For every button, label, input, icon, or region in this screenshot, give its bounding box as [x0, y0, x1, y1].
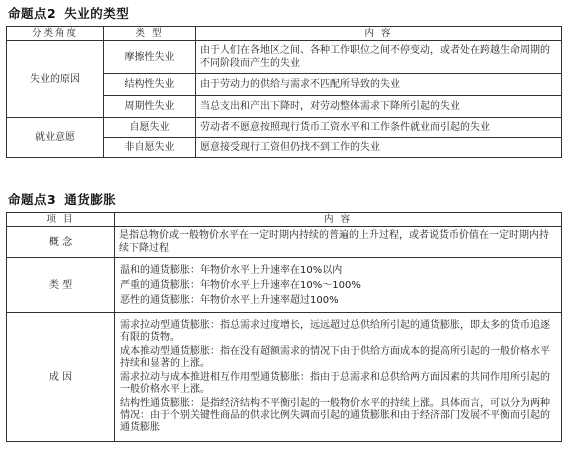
header-type: 类 型 — [104, 27, 196, 41]
content-cell: 由于劳动力的供给与需求不匹配所导致的失业 — [196, 74, 562, 96]
header-content: 内 容 — [196, 27, 562, 41]
table-row — [7, 227, 562, 258]
type-cell: 非自愿失业 — [104, 138, 196, 158]
cause-paragraph: 成本推动型通货膨胀：指在没有超额需求的情况下由于供给方面成本的提高所引起的一般价格水平持续和显著的上涨。 — [120, 346, 550, 369]
causes-label: 成 因 — [7, 313, 115, 442]
table-row — [7, 258, 562, 313]
section2-title: 通货膨胀 — [64, 192, 117, 207]
types-label: 类 型 — [7, 258, 115, 313]
section1-heading — [8, 4, 129, 22]
causes-content — [115, 313, 562, 442]
content-cell: 由于人们在各地区之间、各种工作职位之间不停变动，或者处在跨越生命周期的不同阶段而产生的失业 — [196, 41, 562, 74]
table-header-row — [7, 27, 562, 41]
table-row — [7, 313, 562, 442]
category-cell: 就业意愿 — [7, 118, 104, 158]
types-content — [115, 258, 562, 313]
content-cell: 愿意接受现行工资但仍找不到工作的失业 — [196, 138, 562, 158]
cause-paragraph: 需求拉动与成本推进相互作用型通货膨胀：指由于总需求和总供给两方面因素的共同作用所引起的一般价格水平上涨。 — [120, 372, 550, 395]
type-cell: 周期性失业 — [104, 96, 196, 118]
table-row — [7, 41, 562, 74]
content-cell: 劳动者不愿意按照现行货币工资水平和工作条件就业而引起的失业 — [196, 118, 562, 138]
cause-paragraph: 需求拉动型通货膨胀：指总需求过度增长，远远超过总供给所引起的通货膨胀，即太多的货币追逐有限的货物。 — [120, 320, 550, 343]
concept-content: 是指总物价或一般物价水平在一定时期内持续的普遍的上升过程，或者说货币价值在一定时期内持续下降过程 — [115, 227, 562, 258]
inflation-table — [6, 212, 562, 442]
type-cell: 结构性失业 — [104, 74, 196, 96]
content-cell: 当总支出和产出下降时，对劳动整体需求下降所引起的失业 — [196, 96, 562, 118]
type-item: 严重的通货膨胀：年物价水平上升速率在10%～100% — [120, 279, 361, 291]
section2-heading — [8, 190, 116, 208]
category-cell: 失业的原因 — [7, 41, 104, 118]
concept-label: 概 念 — [7, 227, 115, 258]
header-category: 分类角度 — [7, 27, 104, 41]
type-item: 恶性的通货膨胀：年物价水平上升速率超过100% — [120, 294, 339, 306]
header-content: 内 容 — [115, 213, 562, 227]
type-cell: 摩擦性失业 — [104, 41, 196, 74]
section2-number: 命题点3 — [8, 192, 57, 207]
table-header-row — [7, 213, 562, 227]
table-row — [7, 118, 562, 138]
section1-number: 命题点2 — [8, 6, 57, 21]
unemployment-table — [6, 26, 562, 158]
header-item: 项 目 — [7, 213, 115, 227]
type-item: 温和的通货膨胀：年物价水平上升速率在10%以内 — [120, 264, 343, 276]
cause-paragraph: 结构性通货膨胀：是指经济结构不平衡引起的一般物价水平的持续上涨。具体而言，可以分为两种情况：由于个别关键性商品的供求比例失调而引起的通货膨胀和由于经济部门发展不平衡而引起的通货膨胀 — [120, 398, 550, 433]
type-cell: 自愿失业 — [104, 118, 196, 138]
section1-title: 失业的类型 — [64, 6, 130, 21]
